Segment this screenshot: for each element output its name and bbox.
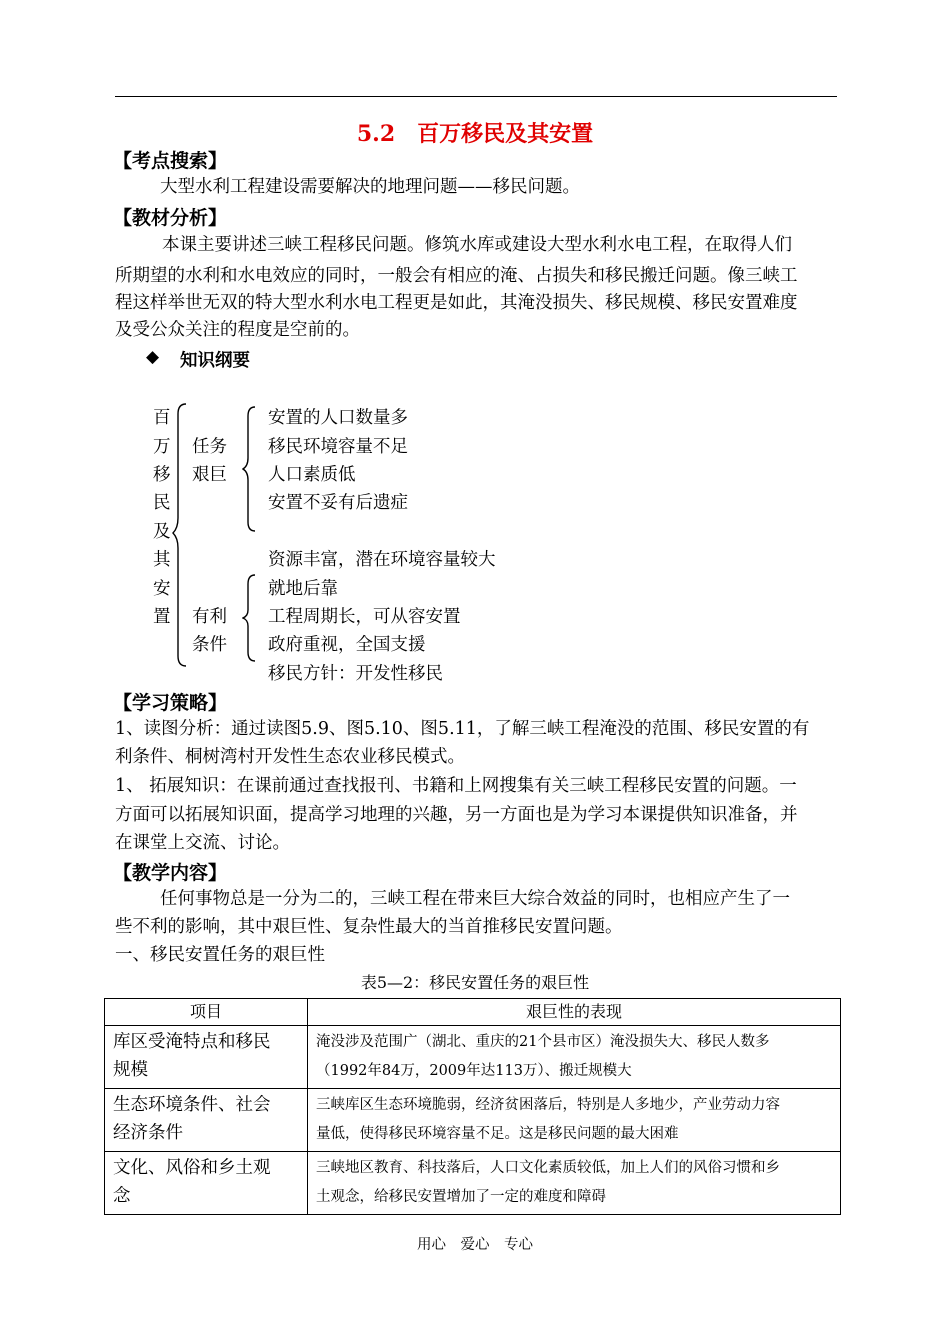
cell-line: 经济条件 [113,1123,183,1143]
jiaocai-line-3: 程这样举世无双的特大型水利水电工程更是如此，其淹没损失、移民规模、移民安置难度 [115,293,798,313]
cell-line: 三峡库区生态环境脆弱，经济贫困落后，特别是人多地少，产业劳动力容 [316,1097,780,1113]
root-char: 安 [153,579,171,599]
section-kaodian: 【考点搜索】 [113,150,228,172]
cell-line: 库区受淹特点和移民 [113,1032,271,1052]
table-header-cell: 项目 [105,999,308,1026]
root-char: 移 [153,465,171,485]
condition-item: 政府重视，全国支援 [268,635,426,655]
xuexi-line-1: 1、读图分析：通过读图5.9、图5.10、图5.11，了解三峡工程淹没的范围、移民安置的有 [115,719,810,739]
jiaocai-line-4: 及受公众关注的程度是空前的。 [115,320,360,340]
condition-item: 就地后靠 [268,579,338,599]
section-jiaocai: 【教材分析】 [113,207,228,229]
condition-item: 资源丰富，潜在环境容量较大 [268,550,496,570]
cell-line: 量低，使得移民环境容量不足。这是移民问题的最大困难 [316,1126,679,1142]
section-jiaoxue: 【教学内容】 [113,862,228,884]
branch-task-line-1: 任务 [192,437,227,457]
root-char: 其 [153,550,171,570]
cell-line: 土观念，给移民安置增加了一定的难度和障碍 [316,1189,606,1205]
jiaocai-line-1: 本课主要讲述三峡工程移民问题。修筑水库或建设大型水利水电工程，在取得人们 [162,235,792,255]
page-footer: 用心 爱心 专心 [417,1237,533,1253]
xuexi-line-4: 方面可以拓展知识面，提高学习地理的兴趣，另一方面也是为学习本课提供知识准备，并 [115,805,798,825]
xuexi-line-5: 在课堂上交流、讨论。 [115,833,290,853]
page-title: 5.2 百万移民及其安置 [356,121,594,147]
root-char: 置 [153,607,171,627]
root-char: 民 [153,493,171,513]
branch-condition-line-2: 条件 [192,635,227,655]
cell-line: （1992年84万，2009年达113万）、搬迁规模大 [316,1063,632,1079]
outer-brace [172,400,192,672]
branch-condition-line-1: 有利 [192,607,227,627]
outline-heading: 知识纲要 [180,351,250,371]
condition-item: 工程周期长，可从容安置 [268,607,461,627]
table-header-row [105,999,841,1026]
cell-line: 念 [113,1186,131,1206]
subheading: 一、移民安置任务的艰巨性 [115,945,325,965]
xuexi-line-3: 1、 拓展知识：在课前通过查找报刊、书籍和上网搜集有关三峡工程移民安置的问题。一 [115,776,797,796]
task-brace [242,404,260,534]
cell-line: 文化、风俗和乡土观 [113,1158,271,1178]
diamond-bullet-icon: ◆ [146,347,160,367]
table-row [105,1152,841,1215]
cell-line: 三峡地区教育、科技落后，人口文化素质较低，加上人们的风俗习惯和乡 [316,1160,780,1176]
table-caption: 表5—2：移民安置任务的艰巨性 [360,973,590,992]
cell-line: 淹没涉及范围广（湖北、重庆的21个县市区）淹没损失大、移民人数多 [316,1034,770,1050]
root-char: 及 [153,522,171,542]
jiaoxue-line-2: 些不利的影响，其中艰巨性、复杂性最大的当首推移民安置问题。 [115,917,623,937]
jiaoxue-line-1: 任何事物总是一分为二的，三峡工程在带来巨大综合效益的同时，也相应产生了一 [160,889,790,909]
condition-item: 移民方针：开发性移民 [268,664,443,684]
table-header-cell: 艰巨性的表现 [308,999,841,1026]
table-cell-item [105,1026,308,1089]
table-cell-item [105,1152,308,1215]
condition-brace [242,572,260,664]
table-cell-item [105,1089,308,1152]
cell-line: 生态环境条件、社会 [113,1095,271,1115]
task-item: 移民环境容量不足 [268,437,408,457]
kaodian-text: 大型水利工程建设需要解决的地理问题——移民问题。 [160,177,580,197]
branch-task-line-2: 艰巨 [192,465,227,485]
section-xuexi: 【学习策略】 [113,692,228,714]
root-char: 百 [153,408,171,428]
root-char: 万 [153,437,171,457]
table-cell-desc [308,1152,841,1215]
table-row [105,1089,841,1152]
cell-line: 规模 [113,1060,148,1080]
header-rule [115,96,837,97]
hardship-table [104,998,841,1215]
task-item: 安置的人口数量多 [268,408,408,428]
table-row [105,1026,841,1089]
table-cell-desc [308,1026,841,1089]
jiaocai-line-2: 所期望的水利和水电效应的同时，一般会有相应的淹、占损失和移民搬迁问题。像三峡工 [115,266,798,286]
task-item: 安置不妥有后遗症 [268,493,408,513]
xuexi-line-2: 利条件、桐树湾村开发性生态农业移民模式。 [115,747,465,767]
task-item: 人口素质低 [268,465,356,485]
table-cell-desc [308,1089,841,1152]
